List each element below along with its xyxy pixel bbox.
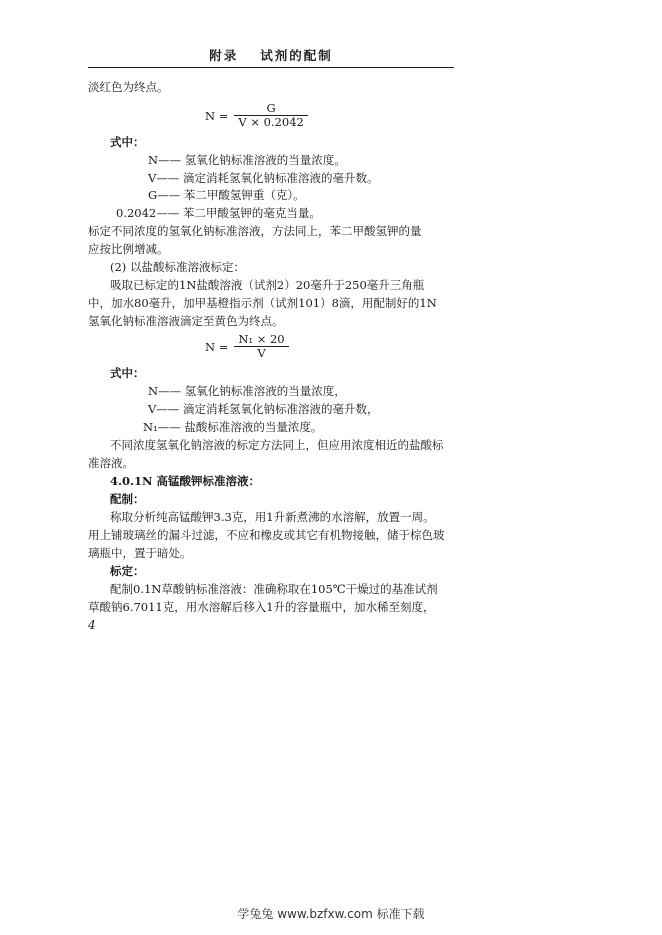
text-line: 吸取已标定的1N盐酸溶液（试剂2）20毫升于250毫升三角瓶 — [110, 278, 425, 292]
text-line: 0.2042—— 苯二甲酸氢钾的毫克当量。 — [116, 206, 321, 220]
text-line: 用上铺玻璃丝的漏斗过滤，不应和橡皮或其它有机物接触，储于棕色玻 — [88, 528, 445, 542]
text-line: 标定： — [110, 564, 145, 578]
text-line: N₁—— 盐酸标准溶液的当量浓度。 — [143, 420, 323, 434]
text-line: 淡红色为终点。 — [88, 80, 169, 94]
text-line: 配制0.1N草酸钠标准溶液：准确称取在105℃干燥过的基准试剂 — [110, 582, 438, 596]
watermark-footer: 学兔兔 www.bzfxw.com 标准下载 — [237, 907, 425, 921]
text-line: N—— 氢氧化钠标准溶液的当量浓度， — [148, 384, 346, 398]
text-line: V—— 滴定消耗氢氧化钠标准溶液的毫升数。 — [148, 171, 379, 185]
formula-lhs: N = — [205, 108, 229, 123]
formula-lhs: N = — [205, 339, 229, 354]
formula-denominator: V — [257, 346, 266, 360]
formula-naoh-hcl — [205, 333, 289, 360]
header-rule — [88, 67, 454, 68]
header-section: 附录 — [209, 48, 239, 63]
page-number: 4 — [88, 618, 96, 632]
text-line: 中，加水80毫升，加甲基橙指示剂（试剂101）8滴，用配制好的1N — [88, 296, 437, 310]
text-line: 不同浓度氢氧化钠溶液的标定方法同上，但应用浓度相近的盐酸标 — [110, 438, 444, 452]
running-header — [88, 46, 454, 64]
formula-denominator: V × 0.2042 — [238, 115, 304, 129]
text-line: 准溶液。 — [88, 456, 134, 470]
text-line: N—— 氢氧化钠标准溶液的当量浓度。 — [148, 153, 346, 167]
text-line: 璃瓶中，置于暗处。 — [88, 546, 192, 560]
formula-numerator: G — [266, 101, 276, 115]
text-line: 标定不同浓度的氢氧化钠标准溶液，方法同上，苯二甲酸氢钾的量 — [88, 224, 422, 238]
text-line: 氢氧化钠标准溶液滴定至黄色为终点。 — [88, 314, 284, 328]
text-line: G—— 苯二甲酸氢钾重（克）。 — [148, 188, 305, 202]
formula-numerator: N₁ × 20 — [238, 332, 285, 346]
text-line: 式中： — [110, 366, 145, 380]
text-line: V—— 滴定消耗氢氧化钠标准溶液的毫升数， — [148, 402, 379, 416]
text-line: 草酸钠6.7011克，用水溶解后移入1升的容量瓶中，加水稀至刻度， — [88, 600, 435, 614]
text-line: 应按比例增减。 — [88, 242, 169, 256]
formula-naoh-khp — [205, 102, 308, 129]
text-line: (2) 以盐酸标准溶液标定： — [110, 260, 245, 274]
header-title: 试剂的配制 — [260, 48, 333, 63]
text-line: 配制： — [110, 492, 145, 506]
section-heading: 4.0.1N 高锰酸钾标准溶液： — [110, 474, 261, 488]
text-line: 称取分析纯高锰酸钾3.3克，用1升新煮沸的水溶解，放置一周。 — [110, 510, 435, 524]
text-line: 式中： — [110, 135, 145, 149]
